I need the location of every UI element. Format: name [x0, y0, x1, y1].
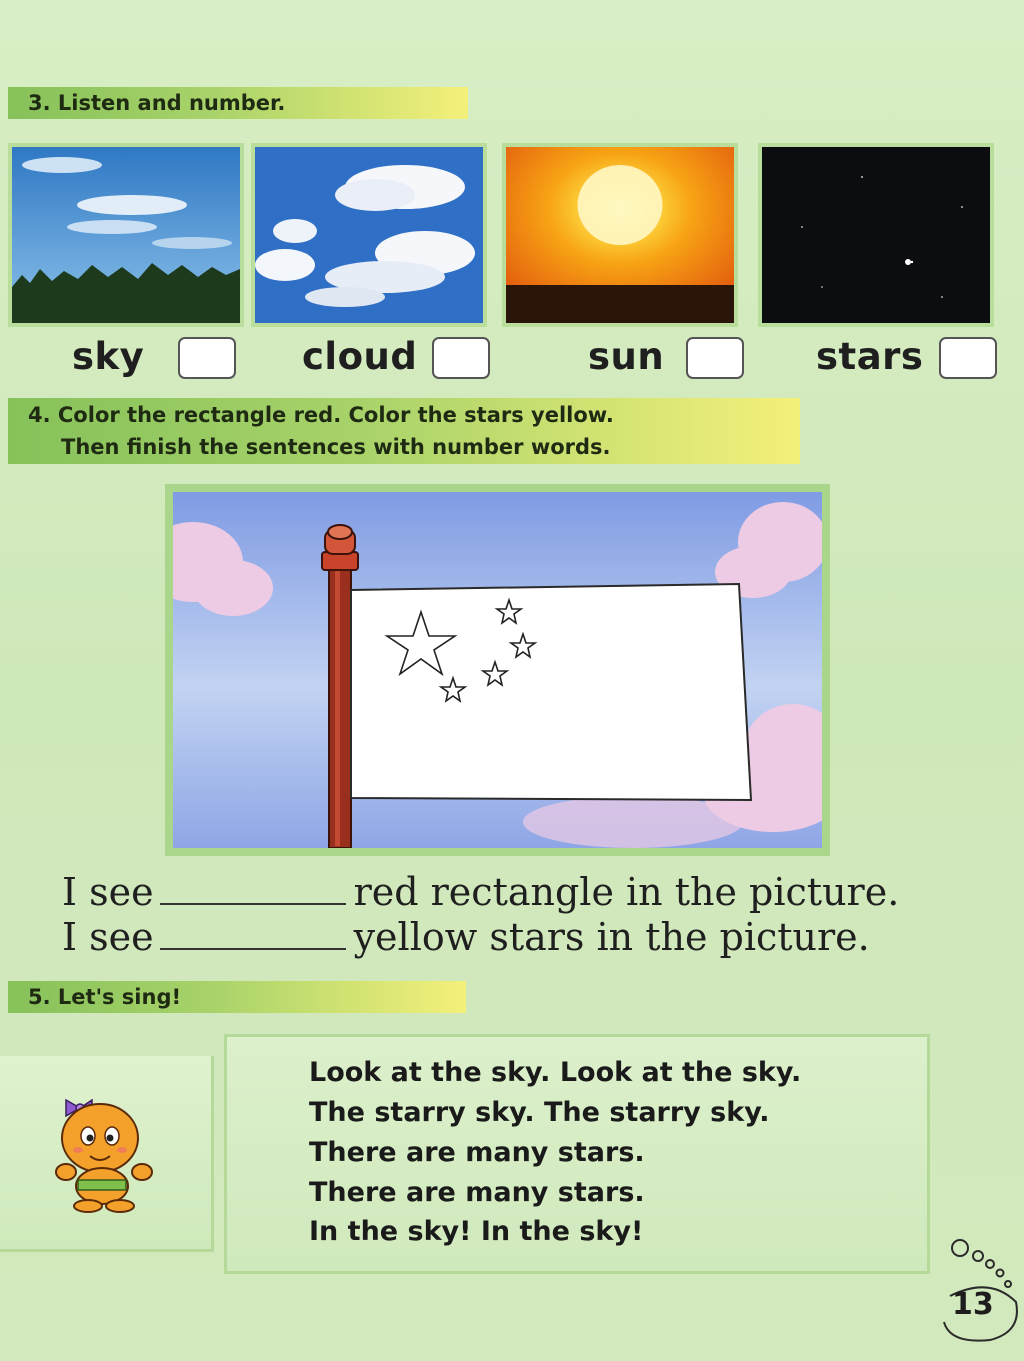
cloud-photo	[251, 143, 487, 327]
sentence-2-start: I see	[62, 915, 154, 959]
page-number: 13	[952, 1287, 994, 1322]
section3-title: 3. Listen and number.	[28, 91, 286, 115]
section4-instruction-2: Then finish the sentences with number words.	[61, 435, 611, 459]
answer-blank-1[interactable]	[160, 873, 346, 905]
answer-box-sky[interactable]	[178, 337, 236, 379]
section4-instruction-1: 4. Color the rectangle red. Color the stars yellow.	[28, 403, 614, 427]
section3-header	[8, 87, 468, 119]
lyric-line-1: Look at the sky. Look at the sky.	[309, 1057, 802, 1088]
sentence-2-end: yellow stars in the picture.	[353, 915, 870, 959]
sentence-1-end: red rectangle in the picture.	[353, 870, 900, 914]
section5-header	[8, 981, 466, 1013]
word-sun: sun	[588, 335, 665, 378]
word-stars: stars	[816, 335, 924, 378]
song-lyrics-box	[224, 1034, 930, 1274]
section5-title: 5. Let's sing!	[28, 985, 182, 1009]
lyric-line-4: There are many stars.	[309, 1177, 645, 1208]
sentence-2	[62, 915, 870, 959]
answer-box-cloud[interactable]	[432, 337, 490, 379]
answer-box-sun[interactable]	[686, 337, 744, 379]
lyric-line-2: The starry sky. The starry sky.	[309, 1097, 770, 1128]
stars-photo	[758, 143, 994, 327]
sentence-1	[62, 870, 899, 914]
answer-box-stars[interactable]	[939, 337, 997, 379]
sentence-1-start: I see	[62, 870, 154, 914]
section4-header	[8, 398, 800, 464]
word-sky: sky	[72, 335, 145, 378]
answer-blank-2[interactable]	[160, 918, 346, 950]
sky-photo	[8, 143, 244, 327]
mascot-illustration	[48, 1086, 158, 1216]
flag-illustration	[165, 484, 830, 856]
sun-photo	[502, 143, 738, 327]
word-cloud: cloud	[302, 335, 418, 378]
mascot-panel	[0, 1056, 214, 1252]
lyric-line-3: There are many stars.	[309, 1137, 645, 1168]
lyric-line-5: In the sky! In the sky!	[309, 1216, 644, 1247]
